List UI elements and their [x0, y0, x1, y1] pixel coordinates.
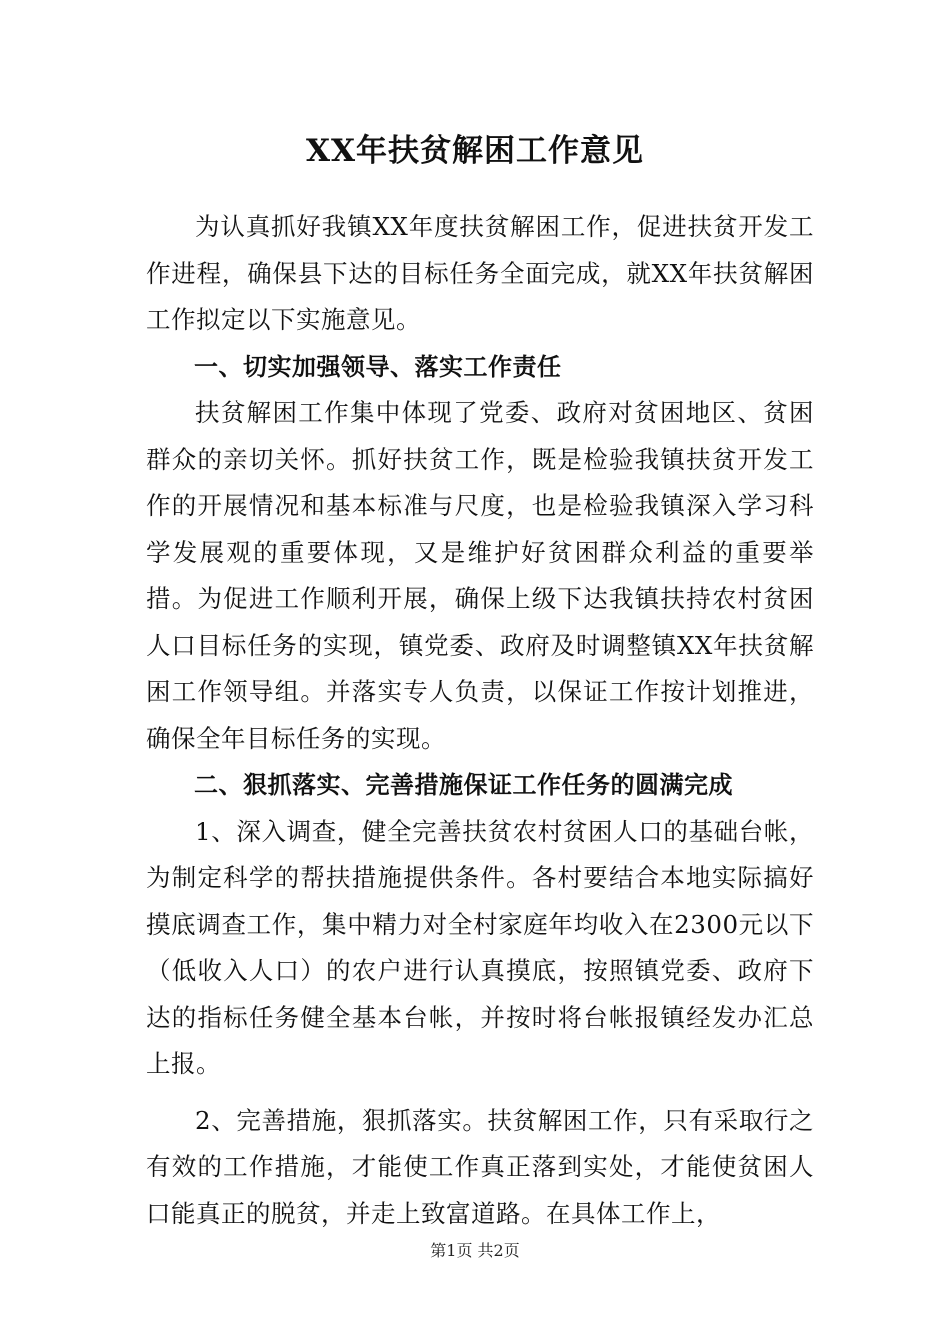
- section-2-item-1: 1、深入调查，健全完善扶贫农村贫困人口的基础台帐，为制定科学的帮扶措施提供条件。各村要结合本地实际搞好摸底调查工作，集中精力对全村家庭年均收入在2300元以下（低收入人口）的农户进行认真摸底，按照镇党委、政府下达的指标任务健全基本台帐，并按时将台帐报镇经发办汇总上报。: [146, 816, 814, 1078]
- intro-paragraph: 为认真抓好我镇XX年度扶贫解困工作，促进扶贫开发工作进程，确保县下达的目标任务全面完成，就XX年扶贫解困工作拟定以下实施意见。: [146, 212, 814, 334]
- section-1-paragraph: 扶贫解困工作集中体现了党委、政府对贫困地区、贫困群众的亲切关怀。抓好扶贫工作，既是检验我镇扶贫开发工作的开展情况和基本标准与尺度，也是检验我镇深入学习科学发展观的重要体现，又是维护好贫困群众利益的重要举措。为促进工作顺利开展，确保上级下达我镇扶持农村贫困人口目标任务的实现，镇党委、政府及时调整镇XX年扶贫解困工作领导组。并落实专人负责，以保证工作按计划推进，确保全年目标任务的实现。: [146, 398, 814, 753]
- section-2-item-2: 2、完善措施，狠抓落实。扶贫解困工作，只有采取行之有效的工作措施，才能使工作真正落到实处，才能使贫困人口能真正的脱贫，并走上致富道路。在具体工作上，: [146, 1105, 814, 1228]
- page-footer: 第1页 共2页: [430, 1241, 520, 1260]
- paragraph-gap: [146, 1088, 814, 1098]
- section-2-heading: 二、狠抓落实、完善措施保证工作任务的圆满完成: [194, 771, 733, 799]
- document-title: XX年扶贫解困工作意见: [305, 133, 645, 169]
- document-body: [146, 204, 814, 1237]
- section-1-heading: 一、切实加强领导、落实工作责任: [194, 352, 562, 381]
